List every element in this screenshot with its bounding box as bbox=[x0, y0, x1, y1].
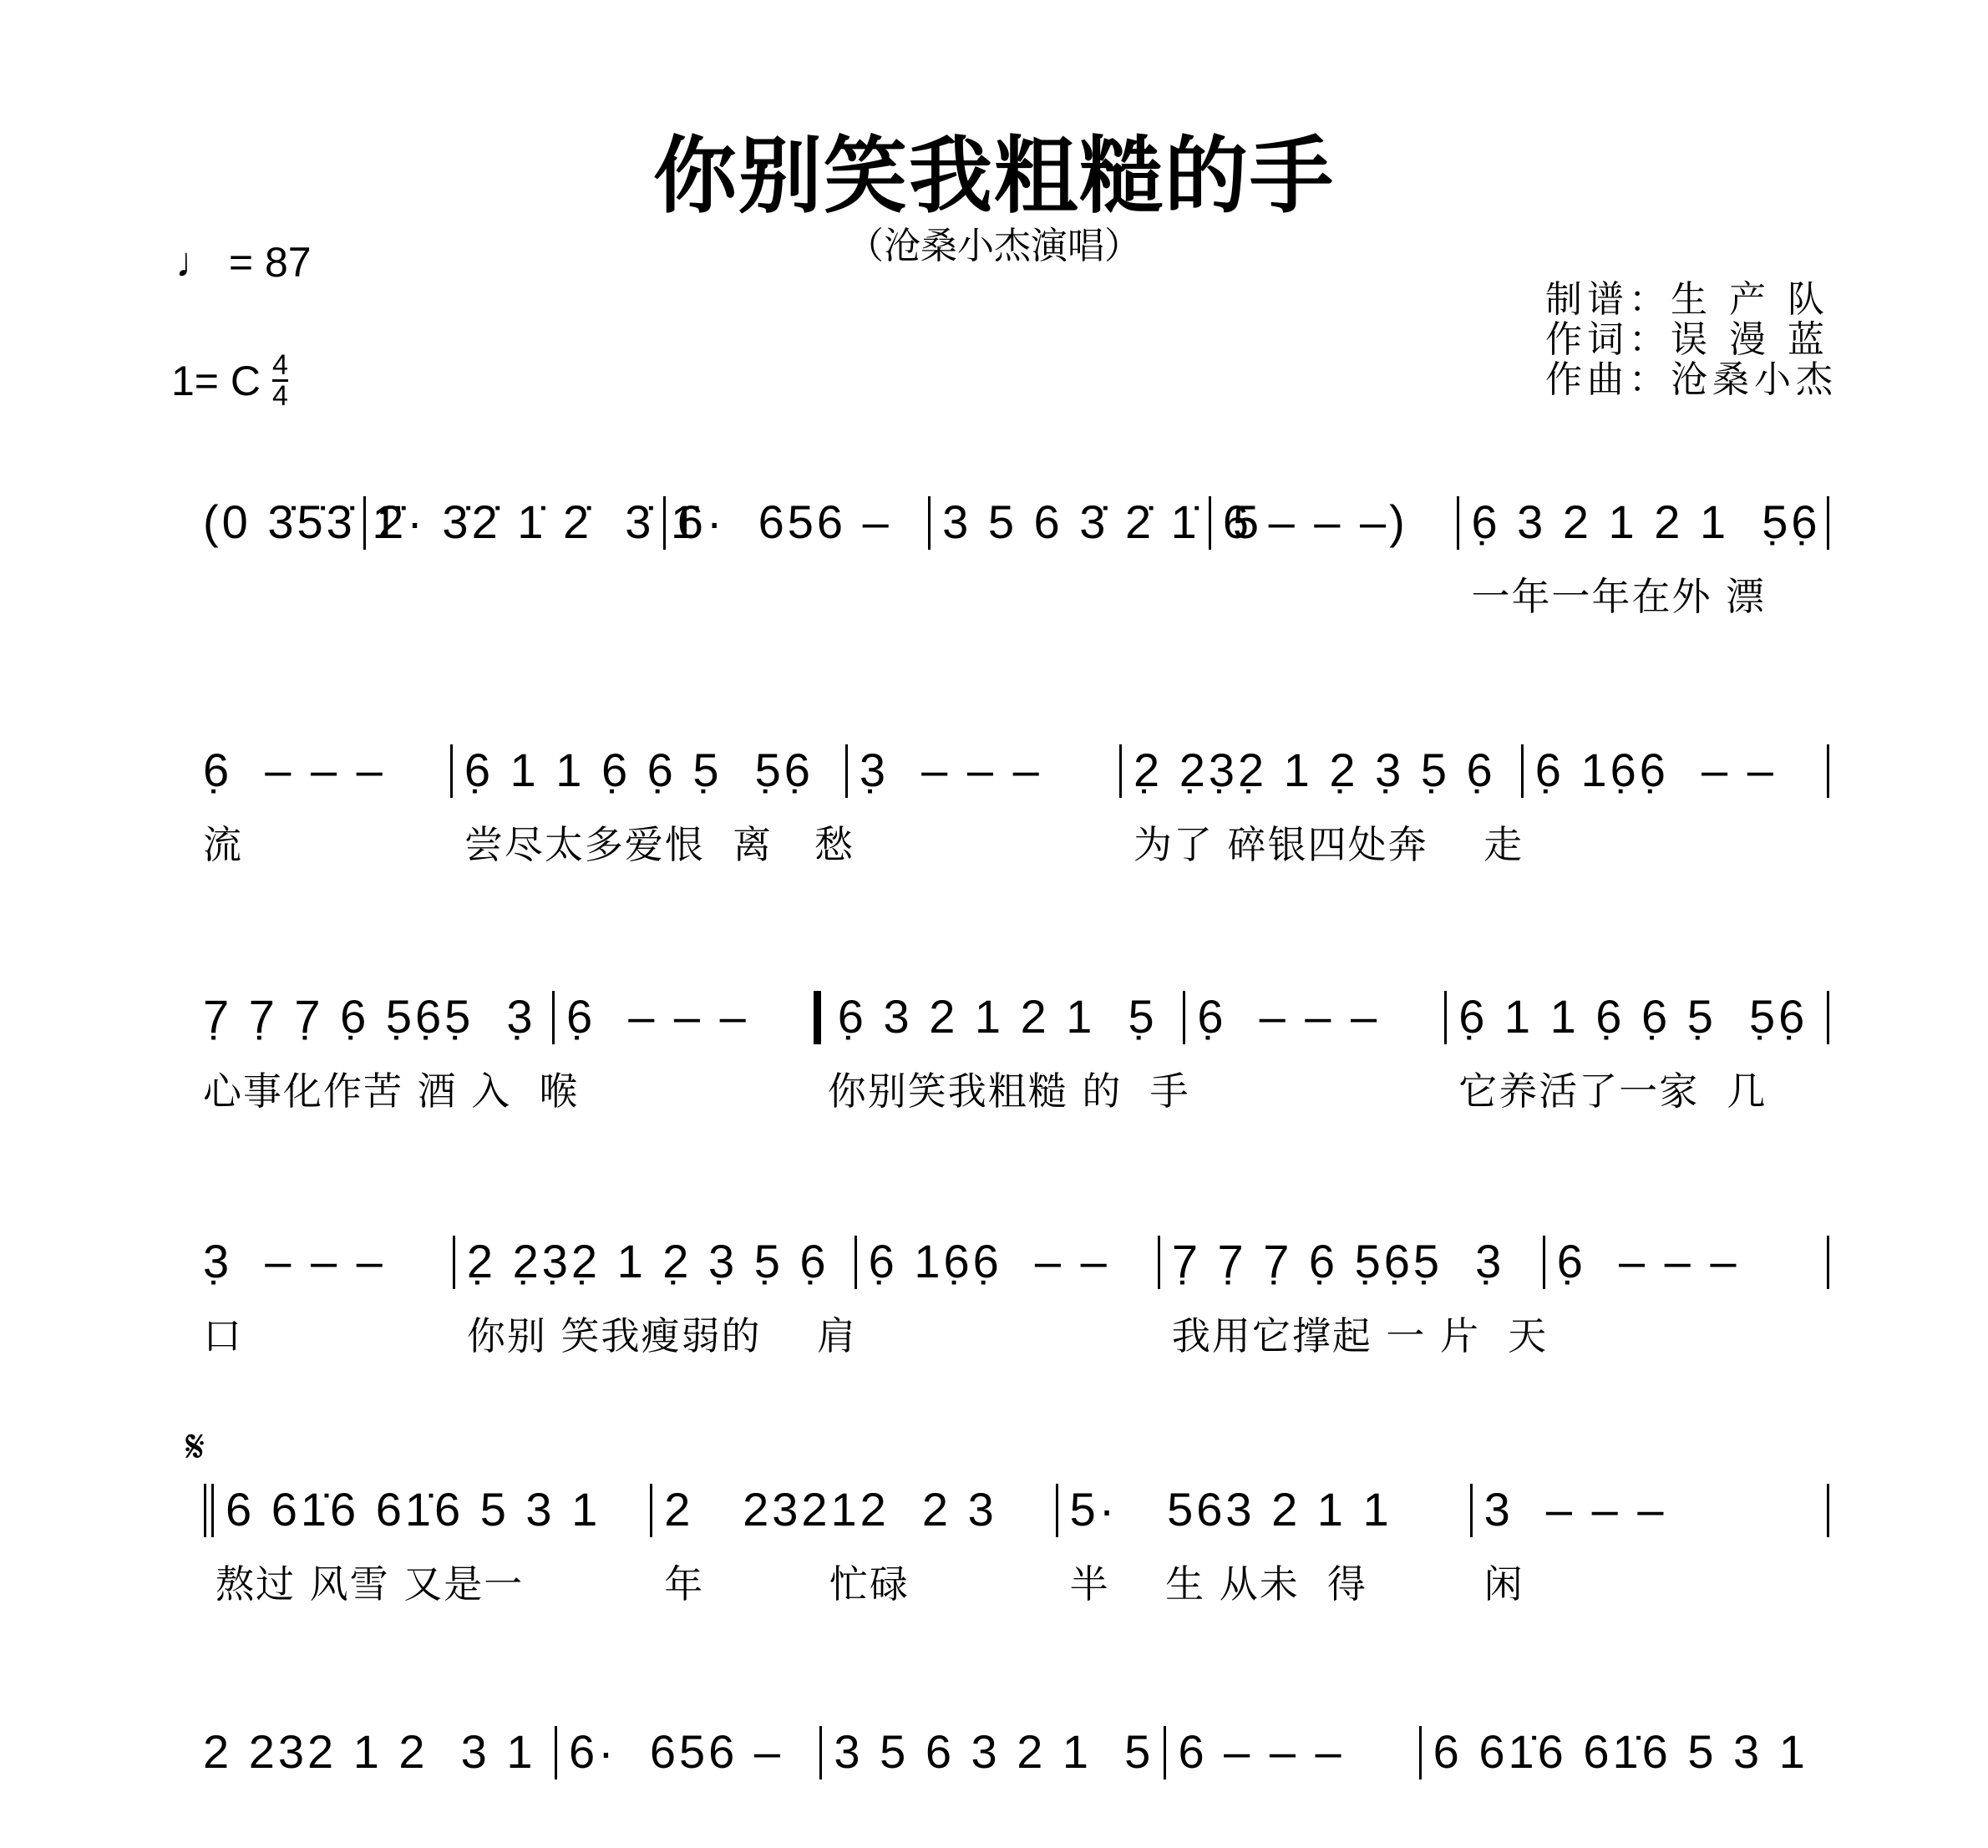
measure-lyrics: 它养活了一家 几 bbox=[1458, 1069, 1767, 1114]
measure-lyrics: 年 忙碌 bbox=[664, 1561, 910, 1607]
measure-notes: 3̣ – – – bbox=[859, 744, 1042, 796]
measure-notes: 6̣ 16̣6̣ – – bbox=[868, 1235, 1110, 1287]
measure-notes: 6̣ 16̣6̣ – – bbox=[1534, 744, 1777, 796]
measure-lyrics: 熬过 风雪 又是一 bbox=[216, 1561, 525, 1607]
measure bbox=[453, 741, 855, 867]
measure-notes: 6̣ – – – bbox=[1556, 1235, 1740, 1287]
measure bbox=[191, 1232, 455, 1358]
score-row bbox=[191, 741, 1829, 866]
measure-notes: 3̣ – – – bbox=[203, 1235, 386, 1287]
measure-lyrics: 为了 碎银四处奔 走 bbox=[1133, 822, 1524, 867]
measure-notes: 6̣ 1 1 6̣ 6̣ 5̣ 5̣6̣ bbox=[1458, 990, 1808, 1043]
measure bbox=[366, 493, 701, 618]
credits bbox=[1545, 280, 1838, 400]
measure-notes: 6̣ 3 2 1 2 1 5̣ bbox=[837, 990, 1158, 1043]
measure-lyrics: 心事化作苦 酒 入 喉 bbox=[203, 1069, 580, 1114]
score-row bbox=[191, 987, 1829, 1113]
measure bbox=[1166, 1723, 1421, 1848]
measure bbox=[848, 741, 1122, 866]
measure bbox=[1524, 741, 1829, 866]
measure-lyrics: 口 bbox=[203, 1313, 243, 1358]
measure bbox=[1545, 1232, 1829, 1358]
measure bbox=[555, 987, 816, 1113]
measure-notes: 7̣ 7̣ 7̣ 6̣ 5̣6̣5̣ 3̣ bbox=[1171, 1235, 1505, 1287]
measure-notes: 7̣ 7̣ 7̣ 6̣ 5̣6̣5̣ 3̣ bbox=[203, 990, 536, 1043]
key-label: 1= C bbox=[171, 357, 261, 404]
measure-notes: 6̣ – – – bbox=[1197, 990, 1381, 1043]
score-row bbox=[191, 1723, 1829, 1848]
measure-lyrics: 一年一年在外 漂 bbox=[1471, 574, 1767, 619]
measure bbox=[652, 1480, 1057, 1606]
measure bbox=[931, 493, 1263, 618]
measure bbox=[1459, 493, 1829, 618]
measure bbox=[816, 987, 1190, 1114]
measure bbox=[191, 987, 580, 1114]
measure-notes: 3 – – – bbox=[1483, 1483, 1667, 1536]
measure bbox=[191, 741, 453, 866]
song-title: 你别笑我粗糙的手 bbox=[653, 127, 1335, 225]
measure bbox=[666, 493, 931, 618]
measure bbox=[1160, 1232, 1549, 1358]
measure bbox=[191, 493, 402, 618]
measure-notes: 6̣ – – – bbox=[565, 990, 749, 1043]
measure-lyrics: 半 生 从未 得 bbox=[1069, 1561, 1367, 1607]
time-signature-top: 4 bbox=[272, 349, 288, 381]
measure bbox=[455, 1232, 857, 1358]
measure-notes: 6̣ 1 1 6̣ 6̣ 5̣ 5̣6̣ bbox=[464, 744, 814, 796]
measure-lyrics: 你别 笑我瘦弱的 肩 bbox=[466, 1313, 858, 1358]
score-row bbox=[204, 1480, 1829, 1606]
measure bbox=[204, 1480, 652, 1606]
measure-notes: 6· 656 – bbox=[677, 495, 892, 548]
measure-notes: 6· 656 – bbox=[568, 1725, 784, 1778]
measure-notes: 6 – – –) bbox=[1222, 495, 1408, 548]
time-signature-bottom: 4 bbox=[272, 380, 288, 412]
measure-notes: 6̣ – – – bbox=[203, 744, 386, 796]
measure-notes: 2̇· 3̇2̇ 1̇ 2̇ 3̇ 1̇ bbox=[378, 495, 701, 548]
song-subtitle: （沧桑小杰演唱） bbox=[847, 225, 1141, 267]
measure bbox=[1447, 987, 1829, 1113]
measure bbox=[857, 1232, 1160, 1358]
measure-notes: 2̣ 2̣3̣2̣ 1 2̣ 3̣ 5̣ 6̣ bbox=[1133, 744, 1496, 796]
measure-lyrics: 闲 bbox=[1483, 1561, 1524, 1607]
measure-lyrics: 我用它撑起 一 片 天 bbox=[1171, 1313, 1549, 1358]
tempo-value: = 87 bbox=[228, 239, 312, 286]
measure-notes: 2 232 1 2 3 1 bbox=[203, 1725, 536, 1778]
time-signature bbox=[272, 351, 288, 410]
measure bbox=[1058, 1480, 1473, 1606]
credit-transcriber: 制谱：生 产 队 bbox=[1545, 278, 1829, 321]
measure-lyrics: 流 bbox=[203, 822, 243, 867]
measure bbox=[557, 1723, 822, 1848]
measure bbox=[822, 1723, 1166, 1848]
score-row bbox=[191, 1232, 1829, 1358]
measure-notes: 6 – – – bbox=[1178, 1725, 1345, 1778]
measure-lyrics: 你别笑我粗糙 的 手 bbox=[827, 1069, 1190, 1114]
measure-notes: 3 5 6 3̇ 2̇ 1̇ 5 bbox=[942, 495, 1263, 548]
measure-lyrics: 尝尽太多爱恨 离 愁 bbox=[464, 822, 855, 867]
measure-notes: (0 3̇5̇3̇ 1̇ bbox=[203, 495, 402, 548]
key-signature bbox=[171, 351, 288, 410]
measure bbox=[191, 1723, 557, 1848]
measure bbox=[1185, 987, 1447, 1113]
segno-icon: 𝄋 bbox=[185, 1420, 205, 1473]
measure bbox=[1473, 1480, 1829, 1606]
measure-notes: 2̣ 2̣3̣2̣ 1 2̣ 3̣ 5̣ 6̣ bbox=[466, 1235, 829, 1287]
measure-notes: 6 61̇6 61̇6 5 3 1 bbox=[1433, 1725, 1808, 1778]
measure bbox=[1122, 741, 1524, 866]
measure bbox=[1211, 493, 1460, 618]
tempo-marking bbox=[175, 238, 312, 287]
score-row bbox=[191, 493, 1829, 618]
measure bbox=[1422, 1723, 1829, 1848]
measure-notes: 3 5 6 3 2 1 5 bbox=[834, 1725, 1154, 1778]
measure-notes: 5· 563 2 1 1 bbox=[1069, 1483, 1392, 1536]
measure-notes: 6 61̇6 61̇6 5 3 1 bbox=[226, 1483, 601, 1536]
credit-lyricist: 作词：误 漫 蓝 bbox=[1545, 318, 1829, 361]
measure-notes: 2 23212 2 3 bbox=[664, 1483, 997, 1536]
credit-composer: 作曲：沧桑小杰 bbox=[1545, 358, 1838, 401]
quarter-note-icon: ♩ bbox=[175, 239, 217, 286]
measure-notes: 6̣ 3 2 1 2 1 5̣6̣ bbox=[1471, 495, 1821, 548]
